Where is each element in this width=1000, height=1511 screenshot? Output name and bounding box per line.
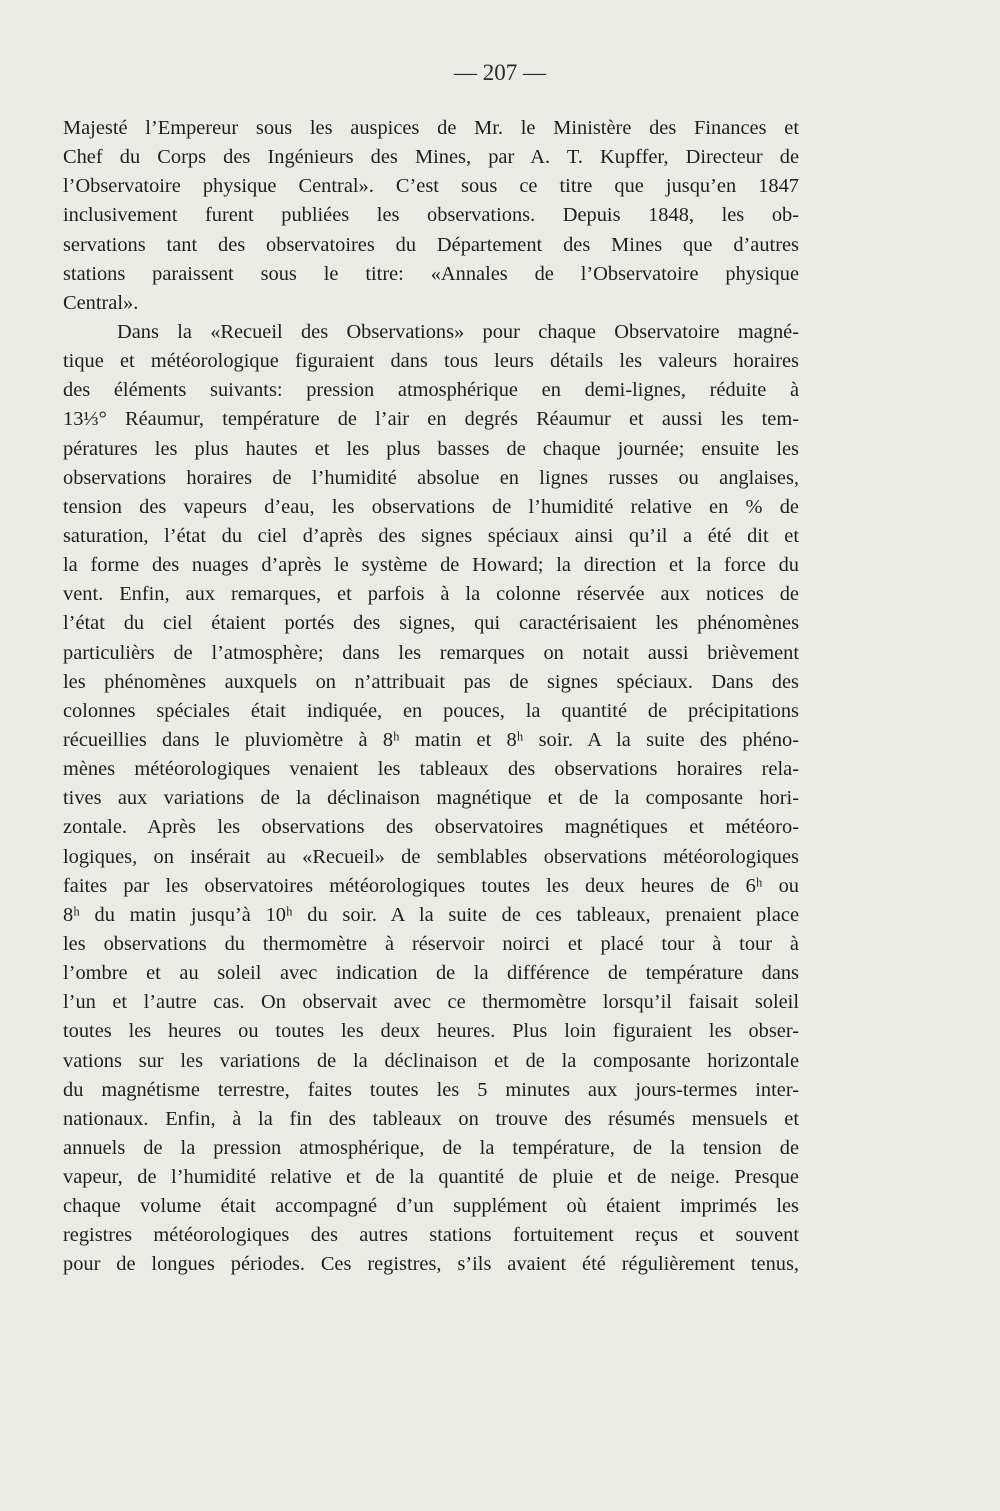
text-line: pératures les plus hautes et les plus basses de chaque journée; ensuite les bbox=[63, 437, 799, 460]
text-line: l’Observatoire physique Central». C’est sous ce titre que jusqu’en 1847 bbox=[63, 175, 799, 198]
text-line: des éléments suivants: pression atmosphérique en demi-lignes, réduite à bbox=[63, 379, 799, 402]
paragraph-2 bbox=[63, 318, 799, 1280]
text-line: logiques, on insérait au «Recueil» de semblables observations météorologiques bbox=[63, 845, 799, 868]
text-line: Chef du Corps des Ingénieurs des Mines, par A. T. Kupffer, Directeur de bbox=[63, 146, 799, 169]
text-line: stations paraissent sous le titre: «Annales de l’Observatoire physique bbox=[63, 262, 799, 285]
text-line: observations horaires de l’humidité absolue en lignes russes ou anglaises, bbox=[63, 466, 799, 489]
text-line: vent. Enfin, aux remarques, et parfois à la colonne réservée aux notices de bbox=[63, 583, 799, 606]
text-line: tique et météorologique figuraient dans tous leurs détails les valeurs horaires bbox=[63, 350, 799, 373]
text-line: récueillies dans le pluviomètre à 8ʰ matin et 8ʰ soir. A la suite des phéno- bbox=[63, 728, 799, 751]
text-line: servations tant des observatoires du Département des Mines que d’autres bbox=[63, 233, 799, 256]
text-line: faites par les observatoires météorologiques toutes les deux heures de 6ʰ ou bbox=[63, 874, 799, 897]
text-line: particulièrs de l’atmosphère; dans les remarques on notait aussi brièvement bbox=[63, 641, 799, 664]
text-line: tension des vapeurs d’eau, les observations de l’humidité relative en % de bbox=[63, 495, 799, 518]
text-line: inclusivement furent publiées les observations. Depuis 1848, les ob- bbox=[63, 204, 799, 227]
text-line: pour de longues périodes. Ces registres, s’ils avaient été régulièrement tenus, bbox=[63, 1253, 799, 1276]
text-line: annuels de la pression atmosphérique, de la température, de la tension de bbox=[63, 1136, 799, 1159]
body-text bbox=[63, 114, 799, 1280]
text-line: 8ʰ du matin jusqu’à 10ʰ du soir. A la suite de ces tableaux, prenaient place bbox=[63, 903, 799, 926]
text-line: 13⅓° Réaumur, température de l’air en degrés Réaumur et aussi les tem- bbox=[63, 408, 799, 431]
text-line: la forme des nuages d’après le système de Howard; la direction et la force du bbox=[63, 554, 799, 577]
text-line: mènes météorologiques venaient les tableaux des observations horaires rela- bbox=[63, 758, 799, 781]
text-line: Central». bbox=[63, 291, 139, 314]
text-line: colonnes spéciales était indiquée, en pouces, la quantité de précipitations bbox=[63, 699, 799, 722]
text-line: l’un et l’autre cas. On observait avec ce thermomètre lorsqu’il faisait soleil bbox=[63, 991, 799, 1014]
text-line: toutes les heures ou toutes les deux heures. Plus loin figuraient les obser- bbox=[63, 1020, 799, 1043]
text-line: registres météorologiques des autres stations fortuitement reçus et souvent bbox=[63, 1224, 799, 1247]
text-line: Majesté l’Empereur sous les auspices de Mr. le Ministère des Finances et bbox=[63, 117, 799, 139]
text-line: l’ombre et au soleil avec indication de la différence de température dans bbox=[63, 962, 799, 985]
text-line: nationaux. Enfin, à la fin des tableaux on trouve des résumés mensuels et bbox=[63, 1107, 799, 1130]
text-line: l’état du ciel étaient portés des signes, qui caractérisaient les phénomènes bbox=[63, 612, 799, 635]
text-line: les observations du thermomètre à réservoir noirci et placé tour à tour à bbox=[63, 932, 799, 955]
text-line: Dans la «Recueil des Observations» pour chaque Observatoire magné- bbox=[117, 320, 799, 343]
text-line: vations sur les variations de la déclinaison et de la composante horizontale bbox=[63, 1049, 799, 1072]
text-line: les phénomènes auxquels on n’attribuait pas de signes spéciaux. Dans des bbox=[63, 670, 799, 693]
page-number: — 207 — bbox=[454, 60, 546, 85]
paragraph-1 bbox=[63, 114, 799, 318]
text-line: vapeur, de l’humidité relative et de la quantité de pluie et de neige. Presque bbox=[63, 1166, 799, 1189]
text-line: saturation, l’état du ciel d’après des signes spéciaux ainsi qu’il a été dit et bbox=[63, 524, 799, 547]
text-line: du magnétisme terrestre, faites toutes les 5 minutes aux jours-termes inter- bbox=[63, 1078, 799, 1101]
text-line: tives aux variations de la déclinaison magnétique et de la composante hori- bbox=[63, 787, 799, 810]
text-line: chaque volume était accompagné d’un supplément où étaient imprimés les bbox=[63, 1195, 799, 1218]
text-line: zontale. Après les observations des observatoires magnétiques et météoro- bbox=[63, 816, 799, 839]
